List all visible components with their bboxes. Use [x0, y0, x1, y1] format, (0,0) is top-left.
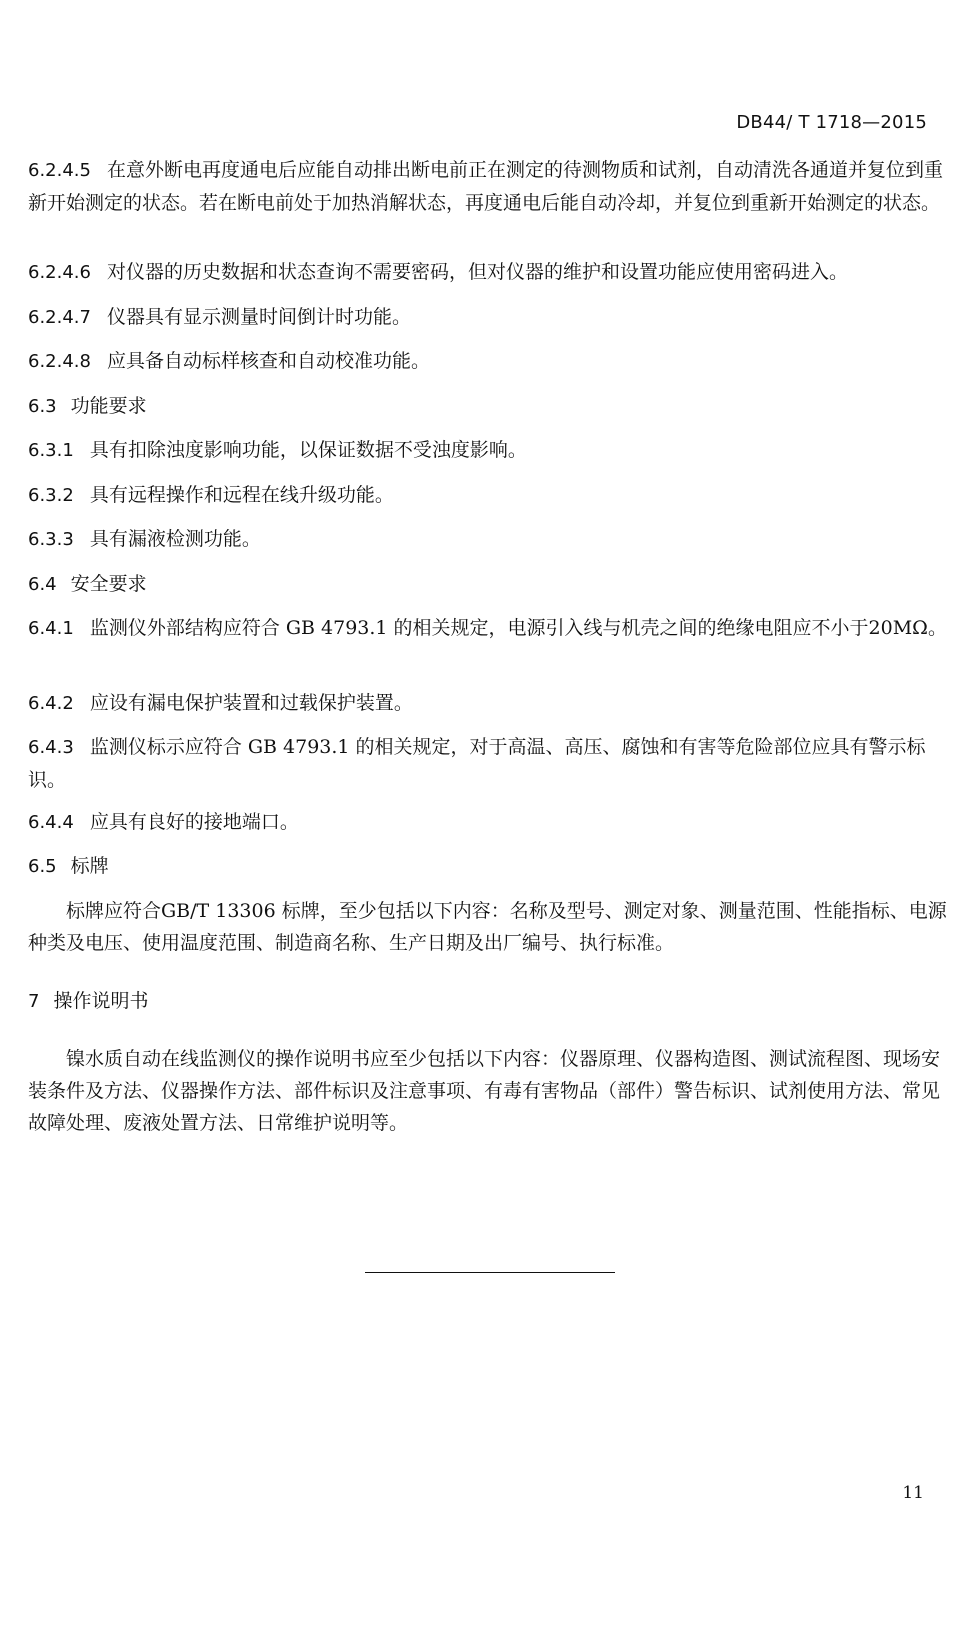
section-number: 7 [28, 991, 40, 1012]
clause-number: 6.4.1 [28, 618, 74, 639]
clause-number: 6.2.4.8 [28, 351, 91, 372]
section-heading-7 [28, 985, 956, 1018]
clause-text: 对仪器的历史数据和状态查询不需要密码，但对仪器的维护和设置功能应使用密码进入。 [106, 261, 848, 283]
clause-6-2-4-8 [28, 345, 956, 378]
end-rule [365, 1272, 615, 1273]
section-title: 安全要求 [70, 573, 147, 595]
section-title: 标牌 [70, 855, 109, 877]
section-heading-6-4 [28, 568, 956, 601]
clause-text: 应具有良好的接地端口。 [89, 811, 299, 833]
clause-number: 6.3.2 [28, 485, 74, 506]
document-code: DB44/ T 1718—2015 [736, 112, 927, 133]
clause-number: 6.2.4.6 [28, 262, 91, 283]
section-number: 6.3 [28, 396, 57, 417]
clause-text: 在意外断电再度通电后应能自动排出断电前正在测定的待测物质和试剂，自动清洗各通道并复位到重新开始测定的状态。若在断电前处于加热消解状态，再度通电后能自动冷却，并复位到重新开始测定的状态。 [28, 159, 943, 214]
clause-text: 应设有漏电保护装置和过载保护装置。 [89, 692, 413, 714]
clause-6-3-3 [28, 523, 956, 556]
clause-6-3-2 [28, 479, 956, 512]
clause-number: 6.3.1 [28, 440, 74, 461]
section-number: 6.4 [28, 574, 57, 595]
clause-number: 6.2.4.7 [28, 307, 91, 328]
clause-text: 应具备自动标样核查和自动校准功能。 [106, 350, 430, 372]
clause-6-2-4-6 [28, 256, 956, 289]
clause-6-4-1 [28, 612, 956, 645]
section-heading-6-3 [28, 390, 956, 423]
nameplate-paragraph [28, 895, 956, 959]
clause-text: 具有漏液检测功能。 [89, 528, 261, 550]
clause-number: 6.4.3 [28, 737, 74, 758]
clause-number: 6.4.4 [28, 812, 74, 833]
clause-6-4-3 [28, 731, 956, 796]
clause-6-4-2 [28, 687, 956, 720]
section-title: 功能要求 [70, 395, 147, 417]
clause-text: 监测仪外部结构应符合 GB 4793.1 的相关规定，电源引入线与机壳之间的绝缘电阻应不小于20MΩ。 [89, 617, 947, 639]
clause-text: 仪器具有显示测量时间倒计时功能。 [106, 306, 411, 328]
clause-text: 具有远程操作和远程在线升级功能。 [89, 484, 394, 506]
clause-number: 6.3.3 [28, 529, 74, 550]
clause-text: 具有扣除浊度影响功能，以保证数据不受浊度影响。 [89, 439, 527, 461]
clause-6-2-4-7 [28, 301, 956, 334]
section-number: 6.5 [28, 856, 57, 877]
clause-number: 6.2.4.5 [28, 160, 91, 181]
section-heading-6-5 [28, 850, 956, 883]
clause-6-4-4 [28, 806, 956, 839]
clause-6-2-4-5 [28, 154, 956, 219]
section-title: 操作说明书 [53, 990, 149, 1012]
page-number: 11 [902, 1483, 924, 1503]
manual-paragraph [28, 1043, 956, 1139]
clause-number: 6.4.2 [28, 693, 74, 714]
paragraph-text: 标牌应符合GB/T 13306 标牌，至少包括以下内容：名称及型号、测定对象、测量范围、性能指标、电源种类及电压、使用温度范围、制造商名称、生产日期及出厂编号、执行标准。 [28, 900, 947, 954]
paragraph-text: 镍水质自动在线监测仪的操作说明书应至少包括以下内容：仪器原理、仪器构造图、测试流程图、现场安装条件及方法、仪器操作方法、部件标识及注意事项、有毒有害物品（部件）警告标识、试剂使用方法、常见故障处理、废液处置方法、日常维护说明等。 [28, 1048, 941, 1134]
clause-text: 监测仪标示应符合 GB 4793.1 的相关规定，对于高温、高压、腐蚀和有害等危险部位应具有警示标识。 [28, 736, 926, 791]
clause-6-3-1 [28, 434, 956, 467]
